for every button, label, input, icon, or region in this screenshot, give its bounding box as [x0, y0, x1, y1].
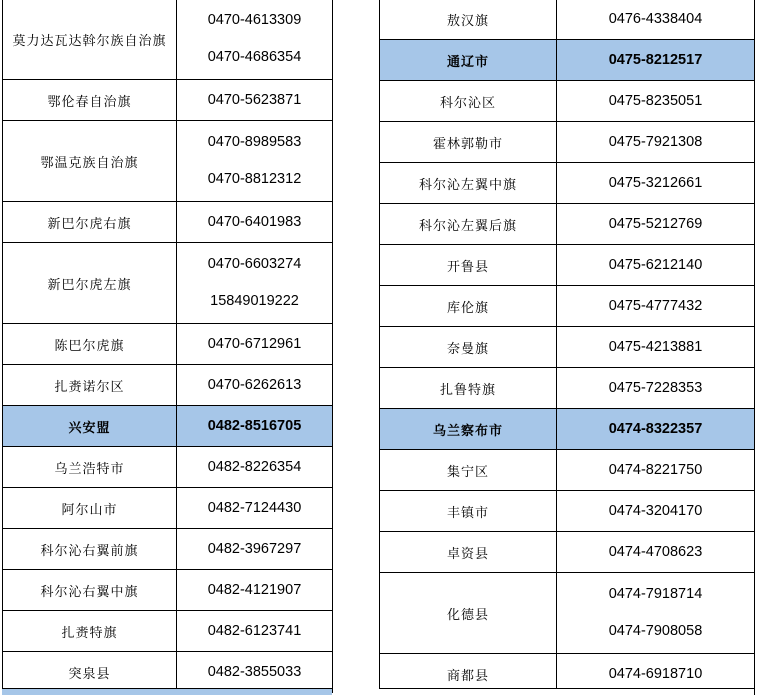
phone-number: 0482-6123741 [207, 622, 302, 639]
phone-number: 0470-8812312 [207, 171, 302, 187]
district-row [3, 529, 333, 570]
phone-number: 0474-7918714 [608, 586, 703, 602]
phone-cell [557, 286, 755, 327]
region-header-row [380, 40, 755, 81]
district-row [380, 81, 755, 122]
phone-cell [177, 365, 333, 406]
phone-number: 0470-6401983 [207, 213, 302, 230]
phone-number: 0475-7228353 [608, 379, 703, 396]
district-row [3, 365, 333, 406]
district-name: 莫力达瓦达斡尔族自治旗 [3, 0, 177, 80]
phone-cell [177, 652, 333, 693]
district-row [380, 368, 755, 409]
district-row [3, 447, 333, 488]
phone-cell [557, 122, 755, 163]
district-name: 鄂伦春自治旗 [3, 80, 177, 121]
phone-number: 0475-4777432 [608, 297, 703, 314]
phone-number: 0482-4121907 [207, 581, 302, 598]
phone-number: 15849019222 [210, 293, 299, 309]
phone-cell [177, 121, 333, 202]
phone-cell [177, 324, 333, 365]
district-row [3, 652, 333, 693]
district-name: 科尔沁左翼后旗 [380, 204, 557, 245]
phone-number: 0470-4613309 [207, 12, 302, 28]
district-row [3, 243, 333, 324]
district-name: 新巴尔虎右旗 [3, 202, 177, 243]
district-row [380, 204, 755, 245]
phone-cell [177, 0, 333, 80]
phone-number: 0475-6212140 [608, 256, 703, 273]
phone-cell [557, 368, 755, 409]
phone-number: 0476-4338404 [608, 10, 703, 27]
phone-cell [177, 529, 333, 570]
phone-cell [557, 409, 755, 450]
phone-number: 0482-8226354 [207, 458, 302, 475]
phone-cell [177, 447, 333, 488]
phone-cell [557, 245, 755, 286]
phone-number: 0470-8989583 [207, 134, 302, 150]
phone-number: 0474-3204170 [608, 502, 703, 519]
phone-cell [557, 204, 755, 245]
district-row [3, 121, 333, 202]
district-name: 突泉县 [3, 652, 177, 693]
district-row [380, 573, 755, 654]
district-name: 卓资县 [380, 532, 557, 573]
phone-number: 0475-4213881 [608, 338, 703, 355]
district-row [380, 245, 755, 286]
phone-number: 0470-6603274 [207, 256, 302, 272]
district-row [380, 122, 755, 163]
district-row [3, 202, 333, 243]
district-name: 扎赉诺尔区 [3, 365, 177, 406]
district-row [3, 324, 333, 365]
phone-number: 0475-5212769 [608, 215, 703, 232]
district-name: 扎赉特旗 [3, 611, 177, 652]
phone-number: 0470-4686354 [207, 49, 302, 65]
district-name: 奈曼旗 [380, 327, 557, 368]
phone-number: 0470-6262613 [207, 376, 302, 393]
phone-cell [177, 570, 333, 611]
district-row [3, 488, 333, 529]
district-row [380, 0, 755, 40]
phone-number: 0475-8235051 [608, 92, 703, 109]
district-row [380, 327, 755, 368]
phone-cell [557, 0, 755, 40]
district-row [380, 450, 755, 491]
phone-number: 0482-3855033 [207, 663, 302, 680]
district-name: 兴安盟 [3, 406, 177, 447]
district-row [3, 611, 333, 652]
phone-number: 0474-4708623 [608, 543, 703, 560]
phone-cell [177, 488, 333, 529]
phone-cell [557, 327, 755, 368]
district-name: 科尔沁左翼中旗 [380, 163, 557, 204]
phone-cell [177, 406, 333, 447]
phone-number: 0474-8322357 [608, 420, 703, 437]
district-name: 开鲁县 [380, 245, 557, 286]
phone-cell [177, 80, 333, 121]
district-name: 丰镇市 [380, 491, 557, 532]
district-name: 陈巴尔虎旗 [3, 324, 177, 365]
district-name: 鄂温克族自治旗 [3, 121, 177, 202]
phone-number: 0482-3967297 [207, 540, 302, 557]
district-name: 敖汉旗 [380, 0, 557, 40]
phone-cell [557, 163, 755, 204]
phone-cell [177, 243, 333, 324]
district-name: 霍林郭勒市 [380, 122, 557, 163]
phone-number: 0474-8221750 [608, 461, 703, 478]
district-row [380, 491, 755, 532]
phone-cell [557, 532, 755, 573]
phone-number: 0482-7124430 [207, 499, 302, 516]
district-name: 商都县 [380, 654, 557, 695]
district-name: 化德县 [380, 573, 557, 654]
district-name: 科尔沁区 [380, 81, 557, 122]
phone-number: 0475-8212517 [608, 51, 703, 68]
phone-number: 0474-7908058 [608, 623, 703, 639]
phone-cell [557, 573, 755, 654]
district-name: 科尔沁右翼中旗 [3, 570, 177, 611]
district-name: 通辽市 [380, 40, 557, 81]
phone-cell [557, 450, 755, 491]
district-name: 扎鲁特旗 [380, 368, 557, 409]
phone-number: 0475-3212661 [608, 174, 703, 191]
district-row [3, 0, 333, 80]
district-row [380, 286, 755, 327]
phone-number: 0482-8516705 [207, 417, 302, 434]
district-name: 库伦旗 [380, 286, 557, 327]
phone-cell [557, 81, 755, 122]
district-row [3, 570, 333, 611]
phone-number: 0470-6712961 [207, 335, 302, 352]
region-header-row [380, 409, 755, 450]
district-row [3, 80, 333, 121]
phone-cell [557, 40, 755, 81]
left-directory-table [2, 0, 333, 693]
district-name: 阿尔山市 [3, 488, 177, 529]
district-name: 集宁区 [380, 450, 557, 491]
district-name: 新巴尔虎左旗 [3, 243, 177, 324]
district-row [380, 163, 755, 204]
phone-number: 0474-6918710 [608, 665, 703, 682]
phone-cell [557, 491, 755, 532]
phone-number: 0470-5623871 [207, 91, 302, 108]
phone-cell [177, 611, 333, 652]
district-row [380, 532, 755, 573]
phone-number: 0475-7921308 [608, 133, 703, 150]
phone-cell [177, 202, 333, 243]
region-header-row [3, 406, 333, 447]
district-name: 乌兰浩特市 [3, 447, 177, 488]
district-name: 乌兰察布市 [380, 409, 557, 450]
right-directory-table [379, 0, 755, 695]
district-name: 科尔沁右翼前旗 [3, 529, 177, 570]
